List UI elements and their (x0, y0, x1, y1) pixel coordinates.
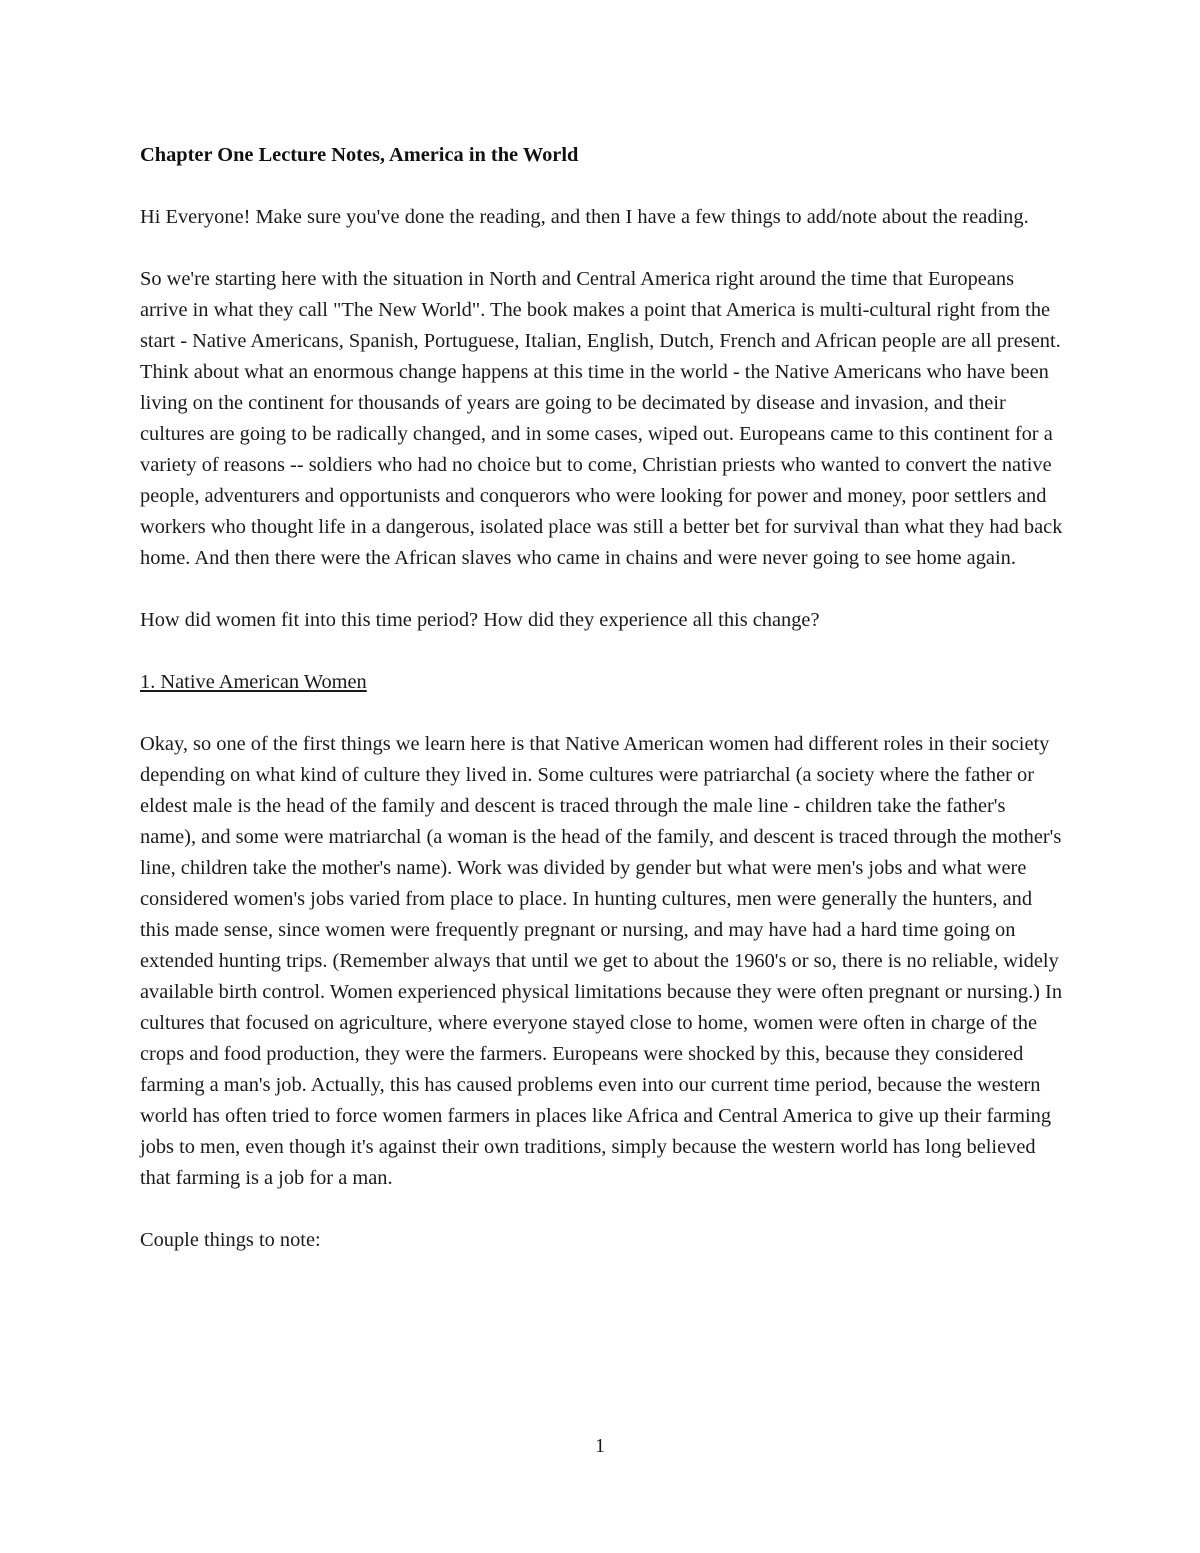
page-number: 1 (595, 1435, 605, 1457)
document-title: Chapter One Lecture Notes, America in the World (140, 144, 579, 166)
intro-paragraph: Hi Everyone! Make sure you've done the reading, and then I have a few things to add/note about the reading. (140, 206, 1029, 228)
closing-line: Couple things to note: (140, 1229, 321, 1251)
document-body (140, 140, 1065, 1287)
native-american-women-paragraph: Okay, so one of the first things we learn here is that Native American women had different roles in their society depending on what kind of culture they lived in. Some cultures were patriarchal (a society where the father or eldest male is the head of the family and descent is traced through the male line - children take the father's name), and some were matriarchal (a woman is the head of the family, and descent is traced through the mother's line, children take the mother's name). Work was divided by gender but what were men's jobs and what were considered women's jobs varied from place to place. In hunting cultures, men were generally the hunters, and this made sense, since women were frequently pregnant or nursing, and may have had a hard time going on extended hunting trips. (Remember always that until we get to about the 1960's or so, there is no reliable, widely available birth control. Women experienced physical limitations because they were often pregnant or nursing.) In cultures that focused on agriculture, where everyone stayed close to home, women were often in charge of the crops and food production, they were the farmers. Europeans were shocked by this, because they considered farming a man's job. Actually, this has caused problems even into our current time period, because the western world has often tried to force women farmers in places like Africa and Central America to give up their farming jobs to men, even though it's against their own traditions, simply because the western world has long believed that farming is a job for a man. (140, 733, 1063, 1189)
section-heading-native-american-women: 1. Native American Women (140, 671, 367, 693)
context-paragraph: So we're starting here with the situation in North and Central America right around the time that Europeans arrive in what they call "The New World". The book makes a point that America is multi-cultural right from the start - Native Americans, Spanish, Portuguese, Italian, English, Dutch, French and African people are all present. Think about what an enormous change happens at this time in the world - the Native Americans who have been living on the continent for thousands of years are going to be decimated by disease and invasion, and their cultures are going to be radically changed, and in some cases, wiped out. Europeans came to this continent for a variety of reasons -- soldiers who had no choice but to come, Christian priests who wanted to convert the native people, adventurers and opportunists and conquerors who were looking for power and money, poor settlers and workers who thought life in a dangerous, isolated place was still a better bet for survival than what they had back home. And then there were the African slaves who came in chains and were never going to see home again. (140, 268, 1063, 569)
question-paragraph: How did women fit into this time period? How did they experience all this change? (140, 609, 820, 631)
